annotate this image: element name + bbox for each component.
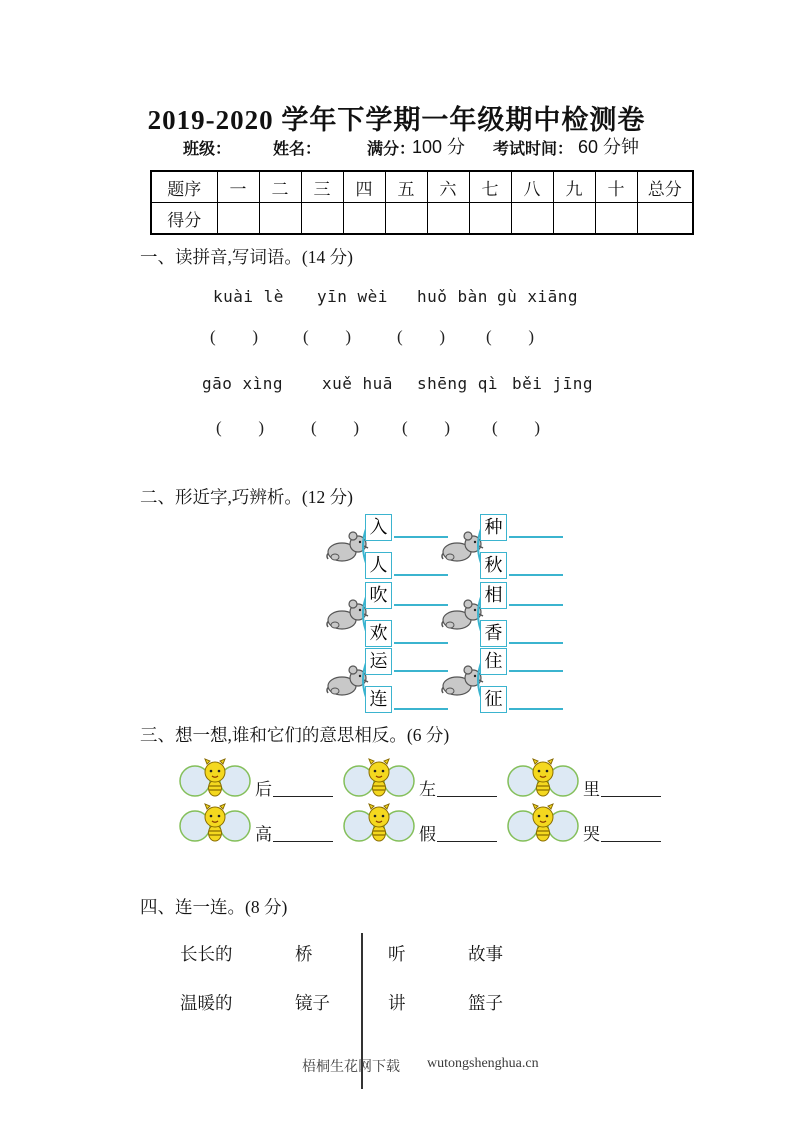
section4-title: 四、连一连。(8 分): [140, 897, 288, 917]
antonym-item: [506, 802, 661, 844]
footer-site-name: 梧桐生花网下载: [302, 1060, 400, 1075]
character-box: 相: [480, 582, 507, 609]
pinyin-word: xuě huā: [322, 374, 393, 393]
answer-line: [509, 536, 563, 538]
close-paren: ): [444, 418, 450, 437]
antonym-item: [342, 802, 497, 844]
score-cell: [343, 203, 385, 235]
score-cell: [511, 203, 553, 235]
bee-between-circles-icon: [178, 802, 252, 844]
answer-blank: [437, 794, 497, 797]
col-header: 六: [427, 171, 469, 203]
answer-brackets: [492, 418, 540, 438]
col-header: 五: [385, 171, 427, 203]
lookalike-group: [440, 582, 560, 650]
character-box: 香: [480, 620, 507, 647]
close-paren: ): [252, 327, 258, 346]
answer-line: [509, 708, 563, 710]
answer-brackets: [486, 327, 534, 347]
col-header: 三: [301, 171, 343, 203]
answer-line: [509, 670, 563, 672]
answer-line: [509, 604, 563, 606]
answer-blank: [601, 794, 661, 797]
character-box: 秋: [480, 552, 507, 579]
close-paren: ): [534, 418, 540, 437]
lookalike-group: [440, 514, 560, 582]
total-score-header: 总分: [637, 171, 693, 203]
antonym-item: [178, 802, 333, 844]
answer-blank: [273, 839, 333, 842]
answer-brackets: [397, 327, 445, 347]
character-box: 入: [365, 514, 392, 541]
answer-blank: [601, 839, 661, 842]
bee-between-circles-icon: [342, 802, 416, 844]
lookalike-group: [440, 648, 560, 716]
pinyin-word: gù xiāng: [497, 287, 579, 306]
page-title: 2019-2020 学年下学期一年级期中检测卷: [147, 105, 646, 136]
close-paren: ): [258, 418, 264, 437]
open-paren: (: [492, 418, 498, 437]
class-label: 班级：: [183, 141, 232, 158]
bee-between-circles-icon: [178, 757, 252, 799]
close-paren: ): [528, 327, 534, 346]
score-cell: [385, 203, 427, 235]
match-word: 篮子: [468, 993, 503, 1013]
open-paren: (: [397, 327, 403, 346]
score-cell: [553, 203, 595, 235]
pinyin-word: yīn wèi: [317, 287, 388, 306]
answer-brackets: [216, 418, 264, 438]
character-box: 连: [365, 686, 392, 713]
match-word: 长长的: [180, 944, 233, 964]
character-box: 运: [365, 648, 392, 675]
close-paren: ): [345, 327, 351, 346]
lookalike-group: [325, 648, 445, 716]
open-paren: (: [402, 418, 408, 437]
exam-time-label: 考试时间：: [493, 141, 574, 158]
antonym-word: 假: [419, 825, 436, 844]
answer-blank: [273, 794, 333, 797]
character-box: 欢: [365, 620, 392, 647]
character-box: 人: [365, 552, 392, 579]
col-header: 八: [511, 171, 553, 203]
match-word: 听: [388, 944, 406, 964]
answer-brackets: [402, 418, 450, 438]
score-cell: [637, 203, 693, 235]
antonym-word: 后: [255, 780, 272, 799]
lookalike-group: [325, 582, 445, 650]
open-paren: (: [216, 418, 222, 437]
open-paren: (: [303, 327, 309, 346]
bee-between-circles-icon: [506, 757, 580, 799]
score-cell: [469, 203, 511, 235]
character-box: 住: [480, 648, 507, 675]
col-header: 七: [469, 171, 511, 203]
match-word: 温暖的: [180, 993, 233, 1013]
score-cell: [595, 203, 637, 235]
antonym-item: [342, 757, 497, 799]
col-header: 二: [259, 171, 301, 203]
match-word: 故事: [468, 944, 503, 964]
question-order-header: 题序: [151, 171, 217, 203]
footer-site-url: wutongshenghua.cn: [427, 1056, 539, 1071]
score-table: [150, 170, 694, 235]
answer-brackets: [210, 327, 258, 347]
name-label: 姓名：: [273, 141, 322, 158]
close-paren: ): [439, 327, 445, 346]
lookalike-group: [325, 514, 445, 582]
open-paren: (: [311, 418, 317, 437]
score-cell: [259, 203, 301, 235]
pinyin-word: běi jīng: [512, 374, 594, 393]
full-score-label: 满分：: [367, 141, 416, 158]
answer-blank: [437, 839, 497, 842]
col-header: 一: [217, 171, 259, 203]
bee-between-circles-icon: [342, 757, 416, 799]
col-header: 四: [343, 171, 385, 203]
bee-between-circles-icon: [506, 802, 580, 844]
antonym-word: 哭: [583, 825, 600, 844]
score-cell: [217, 203, 259, 235]
answer-brackets: [303, 327, 351, 347]
open-paren: (: [486, 327, 492, 346]
score-cell: [301, 203, 343, 235]
section3-title: 三、想一想,谁和它们的意思相反。(6 分): [140, 725, 450, 745]
section2-title: 二、形近字,巧辨析。(12 分): [140, 487, 353, 507]
match-word: 讲: [388, 993, 406, 1013]
antonym-word: 左: [419, 780, 436, 799]
pinyin-word: gāo xìng: [202, 374, 284, 393]
section1-title: 一、读拼音,写词语。(14 分): [140, 247, 353, 267]
open-paren: (: [210, 327, 216, 346]
score-row-label: 得分: [151, 203, 217, 235]
antonym-word: 高: [255, 825, 272, 844]
answer-brackets: [311, 418, 359, 438]
close-paren: ): [353, 418, 359, 437]
col-header: 九: [553, 171, 595, 203]
table-row: [151, 171, 693, 203]
antonym-word: 里: [583, 780, 600, 799]
match-word: 桥: [295, 944, 313, 964]
character-box: 征: [480, 686, 507, 713]
pinyin-word: kuài lè: [213, 287, 284, 306]
pinyin-word: huǒ bàn: [417, 287, 488, 306]
score-cell: [427, 203, 469, 235]
match-word: 镜子: [295, 993, 330, 1013]
exam-time-value: 60 分钟: [578, 137, 640, 157]
antonym-item: [178, 757, 333, 799]
character-box: 种: [480, 514, 507, 541]
character-box: 吹: [365, 582, 392, 609]
antonym-item: [506, 757, 661, 799]
col-header: 十: [595, 171, 637, 203]
answer-line: [509, 642, 563, 644]
answer-line: [509, 574, 563, 576]
full-score-value: 100 分: [412, 137, 466, 157]
pinyin-word: shēng qì: [417, 374, 499, 393]
table-row: [151, 203, 693, 235]
